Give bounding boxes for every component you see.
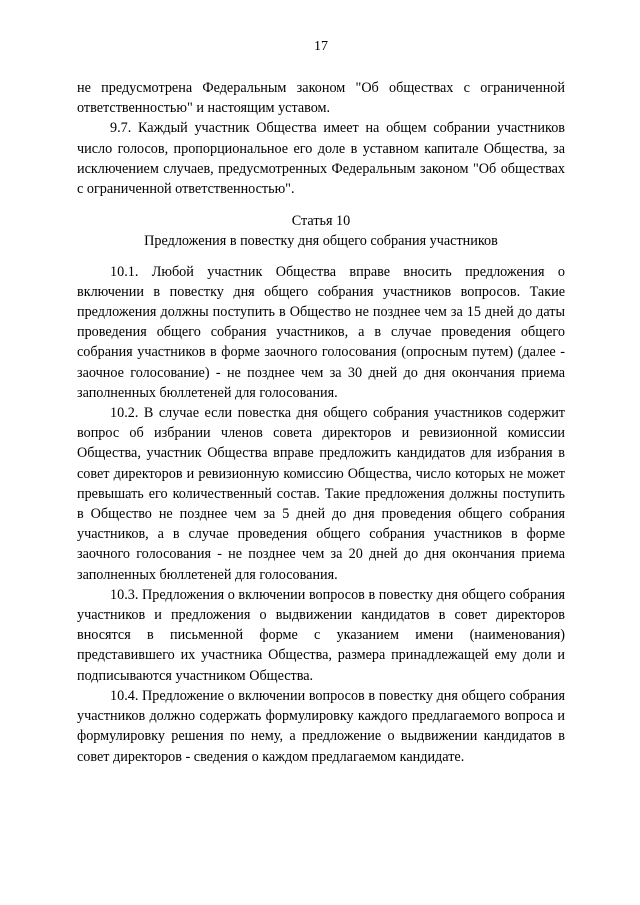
article-title: Предложения в повестку дня общего собрания участников (144, 233, 498, 250)
paragraph-9-7: 9.7. Каждый участник Общества имеет на общем собрании участников число голосов, пропорциональное его доле в уставном капитале Общества, за исключением случаев, предусмотренных Федеральным законом "Об обществах с ограниченной ответственностью". (77, 120, 565, 198)
paragraph-10-2: 10.2. В случае если повестка дня общего собрания участников содержит вопрос об избрании членов совета директоров и ревизионной комиссии Общества, участник Общества вправе предложить кандидатов для избрания в совет директоров и ревизионную комиссию Общества, число которых не может превышать его количественный состав. Такие предложения должны поступить в Общество не позднее чем за 5 дней до дня проведения общего собрания участников, а в случае проведения общего собрания участников в форме заочного голосования - не позднее чем за 20 дней до дня окончания приема заполненных бюллетеней для голосования. (77, 405, 565, 583)
paragraph-continuation: не предусмотрена Федеральным законом "Об обществах с ограниченной ответственностью" и настоящим уставом. (77, 80, 565, 117)
page-number: 17 (314, 39, 328, 54)
paragraph-10-1: 10.1. Любой участник Общества вправе вносить предложения о включении в повестку дня общего собрания участников вопросов. Такие предложения должны поступить в Общество не позднее чем за 15 дней до даты проведения общего собрания участников, а в случае проведения общего собрания участников в форме заочного голосования (опросным путем) (далее - заочное голосование) - не позднее чем за 30 дней до дня окончания приема заполненных бюллетеней для голосования. (77, 263, 565, 401)
paragraph-10-3: 10.3. Предложения о включении вопросов в повестку дня общего собрания участников и предложения о выдвижении кандидатов в совет директоров вносятся в письменной форме с указанием имени (наименования) представившего их участника Общества, размера принадлежащей ему доли и подписываются участником Общества. (77, 586, 565, 684)
article-header (77, 211, 565, 251)
document-page (77, 38, 565, 767)
article-number: Статья 10 (291, 213, 351, 230)
paragraph-10-4: 10.4. Предложение о включении вопросов в повестку дня общего собрания участников должно содержать формулировку каждого предлагаемого вопроса и формулировку решения по нему, а предложение о выдвижении кандидатов в совет директоров - сведения о каждом предлагаемом кандидате. (77, 687, 565, 765)
